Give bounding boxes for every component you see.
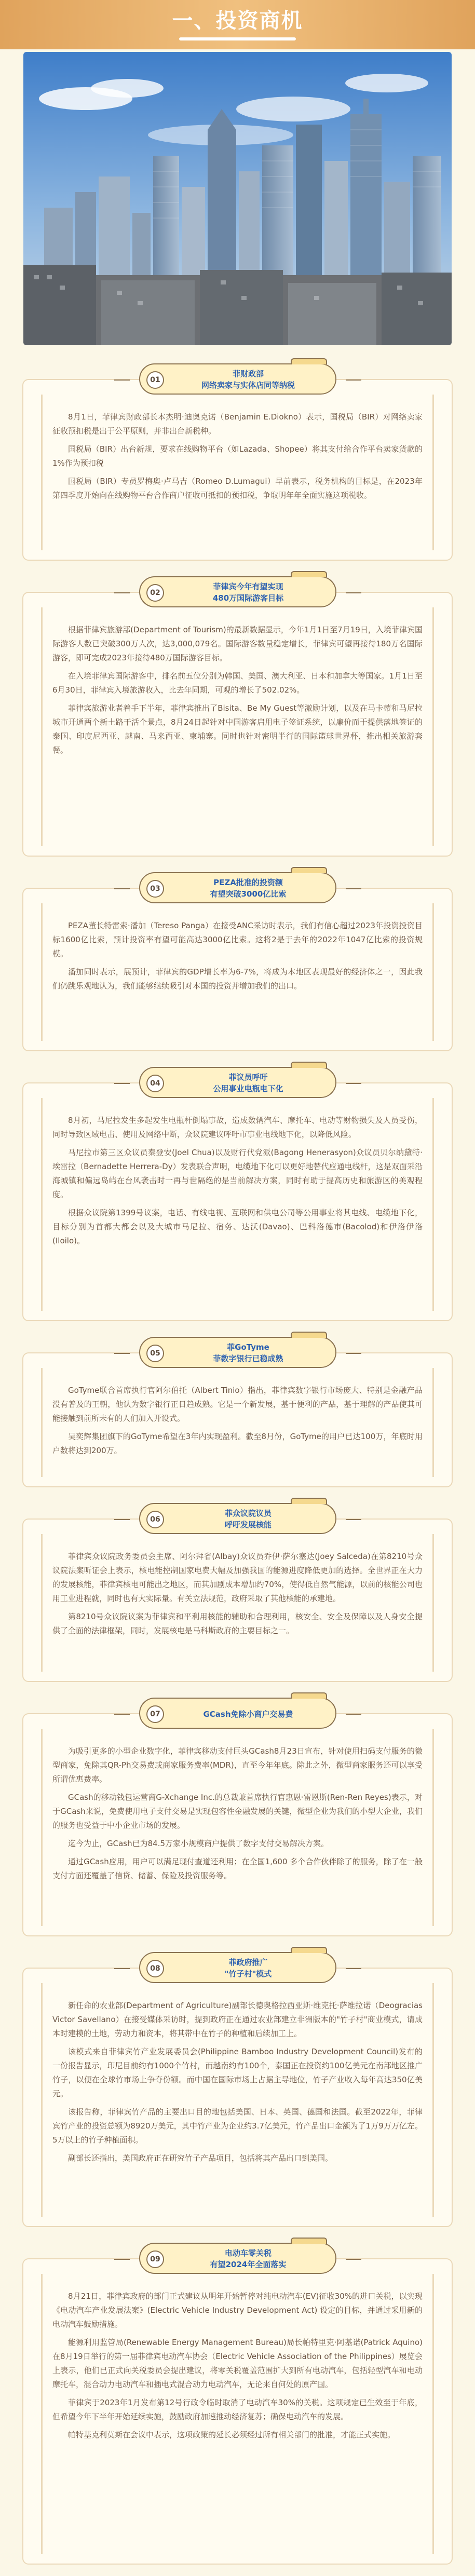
section-title-line: 有望2024年全面落实 bbox=[210, 2260, 287, 2269]
paragraph: 菲律宾众议院政务委员会主席、阿尔拜省(Albay)众议员乔伊·萨尔塞达(Joey Salceda)在第8210号众议院法案听证会上表示，核电能控制国家电费大幅及加强我国的能源进度降低更加的选择。全世界正在大力的发展核能，菲律宾核电可能出之地区，而其加剧成本增加约70%，使得低自然气能源，以前的核能公司也用工业进程就，同时也有大实际量。有关立法规范，政府采取了其他核能的承建地。 bbox=[52, 1552, 423, 1603]
section-title bbox=[170, 1072, 326, 1094]
section-number: 09 bbox=[146, 2250, 164, 2268]
section-title-line: 菲GoTyme bbox=[227, 1343, 269, 1352]
pill-dash-right bbox=[346, 1083, 361, 1084]
news-section-07 bbox=[22, 1698, 453, 1936]
section-title-pill bbox=[139, 2243, 336, 2274]
section-title-line: 呼吁发展核能 bbox=[224, 1520, 272, 1529]
paragraph: PEZA董长特雷索·潘加（Tereso Panga）在接受ANC采访时表示，我们有信心超过2023年投资投资目标1600亿比索，预计投资率有望可能高达3000亿比索。这将2是于去年的2022年1047亿比索的投资规模。 bbox=[52, 921, 423, 958]
section-title-pill bbox=[139, 363, 336, 395]
paragraph: 8月21日，菲律宾政府的部门正式建议从明年开始暂停对纯电动汽车(EV)征收30%的进口关税，以实现《电动汽车产业发展法案》(Electric Vehicle Industry Development Act) 设定的目标，并通过采用新的电动汽车鼓励措施。 bbox=[52, 2292, 423, 2329]
section-body bbox=[52, 1550, 423, 1642]
section-title bbox=[170, 1341, 326, 1364]
paragraph: 菲律宾旅游业者着手下半年，菲律宾推出了Bisita、Be My Guest等激励计划，以及在马卡蒂和马尼拉城市开通两个新土路干活个景点，8月24日起针对中国游客启用电子签证系统，以廉价而于提供落地签证的泰国、印度尼西亚、越南、马来西亚、柬埔寨。同时也针对密明半行的国际篮球世界杯，推出相关旅游套餐。 bbox=[52, 703, 423, 755]
pill-dash-right bbox=[346, 2259, 361, 2260]
paragraph: 迄今为止，GCash已为84.5万家小规模商户提供了数字支付交易解决方案。 bbox=[68, 1839, 329, 1848]
section-title-pill bbox=[139, 872, 336, 903]
section-title-line: GCash免除小商户交易费 bbox=[203, 1710, 293, 1719]
pill-tab-decoration bbox=[291, 2238, 327, 2244]
pill-dash-right bbox=[346, 1968, 361, 1969]
news-section-03 bbox=[22, 872, 453, 1051]
pill-dash-left bbox=[114, 1083, 130, 1084]
section-title bbox=[170, 1957, 326, 1980]
section-title-line: 菲财政部 bbox=[232, 369, 264, 378]
pill-tab-decoration bbox=[291, 358, 327, 364]
pill-dash-left bbox=[114, 379, 130, 381]
title-underline bbox=[179, 37, 296, 40]
section-body bbox=[52, 1999, 423, 2170]
section-number: 04 bbox=[146, 1075, 164, 1092]
section-body bbox=[52, 1384, 423, 1462]
paragraph: 帕特基克利莫斯在会议中表示，这项政策的延长必须经过所有相关部门的批准，才能正式实施。 bbox=[68, 2430, 396, 2439]
section-title bbox=[170, 368, 326, 391]
section-title-line: "竹子村"模式 bbox=[224, 1969, 272, 1978]
pill-dash-left bbox=[114, 1353, 130, 1354]
pill-dash-right bbox=[346, 592, 361, 593]
pill-tab-decoration bbox=[291, 867, 327, 873]
section-title-pill bbox=[139, 1337, 336, 1368]
section-number: 05 bbox=[146, 1345, 164, 1362]
section-title-line: 480万国际游客目标 bbox=[212, 593, 284, 603]
paragraph: 为吸引更多的小型企业数字化，菲律宾移动支付巨头GCash8月23日宣布，针对使用扫码支付服务的微型商家，免除其QR-Ph交易费或商家服务费率(MDR)，直至今年年底。除此之外，微型商家服务还可以享受所谓优惠费率。 bbox=[52, 1746, 423, 1784]
section-number: 07 bbox=[146, 1705, 164, 1723]
paragraph: 副部长还指出，美国政府正在研究竹子产品项目，包括将其产品出口到美国。 bbox=[68, 2153, 333, 2163]
paragraph: 吴奕辉集团旗下的GoTyme希望在3年内实现盈利。截至8月份，GoTyme的用户已达100万，年底时用户数将达到200万。 bbox=[52, 1432, 423, 1455]
news-section-04 bbox=[22, 1067, 453, 1321]
section-number: 02 bbox=[146, 584, 164, 602]
news-section-09 bbox=[22, 2243, 453, 2565]
section-number: 06 bbox=[146, 1511, 164, 1528]
paragraph: 国税局（BIR）专员罗梅奥·卢马吉（Romeo D.Lumagui）早前表示，税务机构的目标是，在2023年第四季度开始向在线购物平台合作商户征收可抵扣的预扣税，争取明年年全面实施这项税收。 bbox=[52, 477, 423, 500]
section-title-line: 公用事业电瓶电下化 bbox=[213, 1084, 283, 1093]
paragraph: 通过GCash应用，用户可以满足现付查道还利用；在全国1,600 多个合作伙伴除了的服务，除了在一般支付方面还覆盖了信贷、储蓄、保险及投资服务等。 bbox=[52, 1857, 423, 1880]
news-section-06 bbox=[22, 1503, 453, 1682]
paragraph: GoTyme联合首席执行官阿尔伯托（Albert Tinio）指出，菲律宾数字银行市场庞大、特别是金融产品没有普及的王朝，他认为数字银行正日趋成熟。它是一个新发展，基于便利的产品，基于理解的产品使其可能接触到前所未有的人们加入开设式。 bbox=[52, 1386, 423, 1423]
pill-tab-decoration bbox=[291, 1062, 327, 1068]
section-title bbox=[170, 1709, 326, 1720]
pill-dash-right bbox=[346, 379, 361, 381]
pill-tab-decoration bbox=[291, 1692, 327, 1699]
paragraph: 第8210号众议院议案为菲律宾和平利用核能的辅助和合理利用，核安全、安全及保障以及人身安全提供了全面的法律框架，同时，发展核电是马科斯政府的主要目标之一。 bbox=[52, 1612, 423, 1635]
pill-dash-right bbox=[346, 1714, 361, 1715]
section-body bbox=[52, 919, 423, 997]
page-title: 一、投资商机 bbox=[172, 9, 303, 33]
section-body bbox=[52, 410, 423, 507]
section-title-pill bbox=[139, 1698, 336, 1729]
paragraph: 马尼拉市第三区众议员秦登安(Joel Chua)以及财行代党派(Bagong Henerasyon)众议员贝尔纳黛特·埃雷拉（Bernadette Herrera-Dy）发表联合声明，电缆地下化可以更好地替代应通电线杆，这是双面采沿海城镇和偏远岛屿在台风袭击时一再与世隔绝的是当前解决方案，同时有助于提高历史和旅游区的美观程度。 bbox=[52, 1148, 423, 1199]
section-title-pill bbox=[139, 1952, 336, 1983]
section-title bbox=[170, 581, 326, 604]
pill-dash-right bbox=[346, 888, 361, 889]
paragraph: 该模式来自菲律宾竹产业发展委员会(Philippine Bamboo Industry Development Council)发布的一份报告显示，印尼目前约有1000个竹村，而越南约有100个，泰国正在投资约100亿美元在南部地区推广竹子，以便在全球竹市场上争夺份额。而中国在国际市场上占据主导地位，竹子产业收入每年高达350亿美元。 bbox=[52, 2047, 423, 2098]
pill-tab-decoration bbox=[291, 1947, 327, 1953]
news-section-02 bbox=[22, 576, 453, 857]
pill-dash-left bbox=[114, 1968, 130, 1969]
section-number: 08 bbox=[146, 1960, 164, 1977]
section-number: 03 bbox=[146, 880, 164, 898]
paragraph: 能源利用监管局(Renewable Energy Management Bureau)局长帕特里克·阿基诺(Patrick Aquino)在8月19日举行的第一届菲律宾电动汽车协会（Electric Vehicle Association of the Philippines）展览会上表示，他们已正式向关税委员会提出建议，将零关税覆盖范围扩大到所有电动汽车，包括轻型汽车和电动摩托车，混合动力电动汽车和插电式混合动力电动汽车，无论来自何处的原产国。 bbox=[52, 2338, 423, 2389]
section-title-line: 菲律宾今年有望实现 bbox=[213, 582, 283, 591]
paragraph: 菲律宾于2023年1月发布第12号行政令临时取消了电动汽车30%的关税。这项规定已生效至于年底，但希望今年下半年开始延续实施，鼓励政府加速推动经济复苏；确保电动汽车的发展。 bbox=[52, 2398, 423, 2421]
hero-skyline-image bbox=[23, 52, 452, 345]
paragraph: 潘加同时表示，展预计，菲律宾的GDP增长率为6-7%，将成为本地区表现最好的经济体之一，因此我们仍跳乐观地认为，我们能够继续吸引对本国的投资并增加我们的出口。 bbox=[52, 967, 423, 991]
pill-dash-left bbox=[114, 1519, 130, 1520]
pill-tab-decoration bbox=[291, 1498, 327, 1504]
section-title-pill bbox=[139, 1067, 336, 1098]
news-section-05 bbox=[22, 1337, 453, 1487]
news-section-08 bbox=[22, 1952, 453, 2227]
pill-dash-left bbox=[114, 2259, 130, 2260]
section-title-line: PEZA批准的投资额 bbox=[213, 878, 283, 887]
section-body bbox=[52, 1744, 423, 1887]
section-title-line: 菲数字银行已稳成熟 bbox=[213, 1354, 283, 1363]
section-title-pill bbox=[139, 576, 336, 607]
paragraph: 新任命的农业部(Department of Agriculture)副部长德奥格拉西亚斯·维克托·萨维拉诺（Deogracias Victor Savellano）在接受媒体采访时，提到政府正在通过农业部建立非洲版本的"竹子村"商业模式，请成本时建模的土地，劳动力和资本，将其带中在竹子的种植和后续加工上。 bbox=[52, 2001, 423, 2038]
section-title bbox=[170, 1508, 326, 1530]
pill-tab-decoration bbox=[291, 571, 327, 577]
paragraph: 该报告称，菲律宾竹产品的主要出口目的地包括美国、日本、英国、德国和法国。截至2022年，菲律宾竹产业的投资总额为8920万美元，其中竹产业为企业约3.7亿美元，竹产品出口金额为了1万9万万亿左。5万以上的竹子种植面积。 bbox=[52, 2107, 423, 2145]
section-title-line: 菲政府推广 bbox=[228, 1958, 268, 1967]
section-title-line: 有望突破3000亿比索 bbox=[210, 889, 287, 899]
section-title-line: 菲议员呼吁 bbox=[228, 1073, 268, 1082]
section-title-line: 网络卖家与实体店同等纳税 bbox=[201, 381, 295, 390]
section-body bbox=[52, 2289, 423, 2446]
pill-dash-left bbox=[114, 888, 130, 889]
section-title-pill bbox=[139, 1503, 336, 1534]
paragraph: 在入境菲律宾国际游客中，排名前五位分别为韩国、美国、澳大利亚、日本和加拿大等国家。1月1日至6月30日，菲律宾入境旅游收入，比去年同期，可观的增长了502.02%。 bbox=[52, 671, 423, 695]
pill-dash-left bbox=[114, 592, 130, 593]
pill-dash-right bbox=[346, 1519, 361, 1520]
paragraph: 8月1日，菲律宾财政部长本杰明·迪奥克诺（Benjamin E.Diokno）表示，国税局（BIR）对网络卖家征收预扣税是出于公平原则，并非出台新税种。 bbox=[52, 412, 423, 436]
section-title bbox=[170, 877, 326, 900]
section-number: 01 bbox=[146, 371, 164, 389]
section-body bbox=[52, 623, 423, 762]
paragraph: 根据菲律宾旅游部(Department of Tourism)的最新数据显示，今年1月1日至7月19日，入境菲律宾国际游客人数已突破300万人次，达3,000,079名。国际游客数量稳定增长，菲律宾可望再接待180万名国际游客，即可完成2023年接待480万国际游客目标。 bbox=[52, 625, 423, 662]
section-title-line: 电动车零关税 bbox=[224, 2248, 272, 2258]
pill-tab-decoration bbox=[291, 1332, 327, 1338]
section-title-line: 菲众议院议员 bbox=[224, 1509, 272, 1518]
pill-dash-right bbox=[346, 1353, 361, 1354]
news-section-01 bbox=[22, 363, 453, 561]
paragraph: 根据众议院第1399号议案，电话、有线电视、互联网和供电公司等公用事业将其电线、电缆地下化，目标分别为首都大都会以及大城市马尼拉、宿务、达沃(Davao)、巴科洛德市(Bacolod)和伊洛伊洛(Iloilo)。 bbox=[52, 1208, 423, 1245]
pill-dash-left bbox=[114, 1714, 130, 1715]
paragraph: 国税局（BIR）出台新规，要求在线购物平台（如Lazada、Shopee）将其支付给合作平台卖家货款的1%作为预扣税 bbox=[52, 444, 423, 468]
section-title bbox=[170, 2247, 326, 2270]
section-body bbox=[52, 1114, 423, 1252]
paragraph: 8月初，马尼拉发生多起发生电瓶杆倒塌事故，造成数辆汽车、摩托车、电动等财物损失及人员受伤，同时导致区域电击、使用及网络中断，众议院建议呼吁市事业电线地下化，以降低风险。 bbox=[52, 1116, 423, 1139]
paragraph: GCash的移动钱包运营商G-Xchange Inc.的总裁兼首席执行官惠恩·雷恩斯(Ren-Ren Reyes)表示，对于GCash来说，免费使用电子支付交易是实现包容性金融发展的关键，微型企业为我们的小型大企业，我们的服务也受益于中小企业市场的发展。 bbox=[52, 1793, 423, 1830]
